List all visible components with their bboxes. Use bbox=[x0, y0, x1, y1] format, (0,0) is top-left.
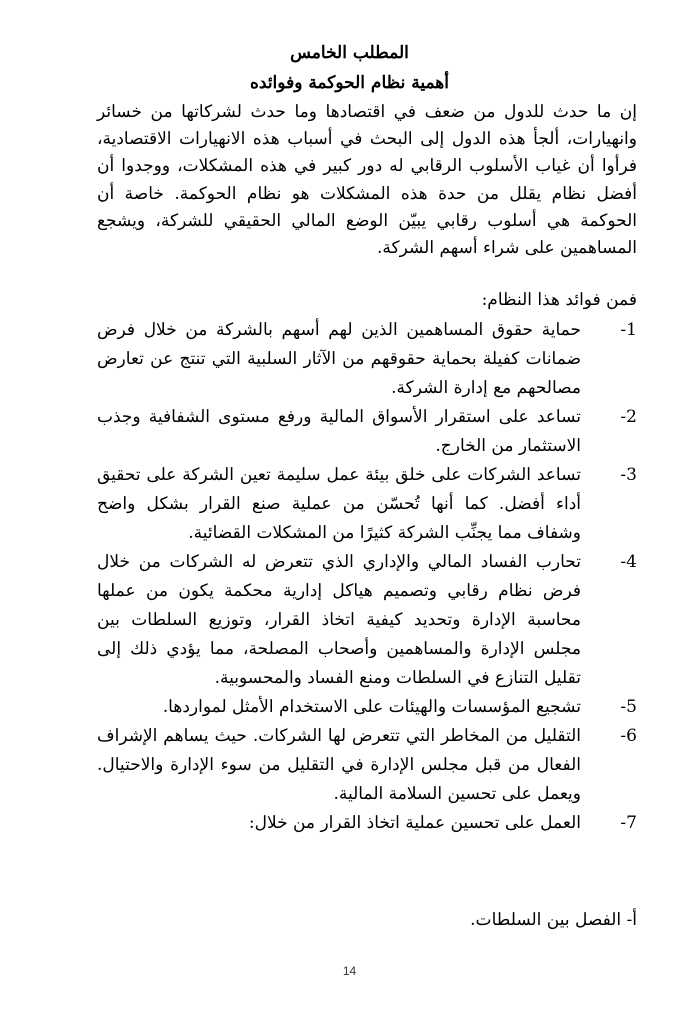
benefit-text: تساعد على استقرار الأسواق المالية ورفع مستوى الشفافية وجذب الاستثمار من الخارج. bbox=[97, 407, 581, 456]
benefit-item-1 bbox=[97, 316, 637, 403]
benefit-text: حماية حقوق المساهمين الذين لهم أسهم بالشركة من خلال فرض ضمانات كفيلة بحماية حقوقهم من الآثار السلبية التي تنتج عن تعارض مصالحهم مع إدارة الشركة. bbox=[97, 320, 581, 398]
benefit-item-6 bbox=[97, 722, 637, 809]
benefits-lead: فمن فوائد هذا النظام: bbox=[481, 290, 637, 310]
benefit-item-5 bbox=[97, 693, 637, 722]
benefits-list bbox=[97, 316, 637, 838]
benefit-text: التقليل من المخاطر التي تتعرض لها الشركات. حيث يساهم الإشراف الفعال من قبل مجلس الإدارة في التقليل من سوء الإدارة والاحتيال. ويعمل على تحسين السلامة المالية. bbox=[97, 726, 581, 804]
benefit-item-2 bbox=[97, 403, 637, 461]
benefit-text: تشجيع المؤسسات والهيئات على الاستخدام الأمثل لمواردها. bbox=[162, 697, 581, 717]
benefit-number: 4- bbox=[620, 552, 637, 572]
benefit-text: تساعد الشركات على خلق بيئة عمل سليمة تعين الشركة على تحقيق أداء أفضل. كما أنها تُحسّن من عملية صنع القرار بشكل واضح وشفاف مما يجنِّب الشركة كثيرًا من المشكلات القضائية. bbox=[97, 465, 581, 543]
benefit-text: تحارب الفساد المالي والإداري الذي تتعرض له الشركات من خلال فرض نظام رقابي وتصميم هياكل إدارية محكمة يكون من عملها محاسبة الإدارة وتحديد كيفية اتخاذ القرار، وتوزيع السلطات بين مجلس الإدارة والمساهمين وأصحاب المصلحة، مما يؤدي ذلك إلى تقليل التنازع في السلطات ومنع الفساد والمحسوبية. bbox=[97, 552, 581, 688]
page-number: 14 bbox=[342, 964, 357, 978]
benefit-item-3 bbox=[97, 461, 637, 548]
benefit-item-7 bbox=[97, 809, 637, 838]
benefit-number: 3- bbox=[620, 465, 637, 485]
section-subtitle: أهمية نظام الحوكمة وفوائده bbox=[250, 73, 449, 93]
benefit-number: 1- bbox=[620, 320, 637, 340]
benefit-item-4 bbox=[97, 548, 637, 693]
benefit-number: 2- bbox=[620, 407, 637, 427]
benefit-number: 6- bbox=[620, 726, 637, 746]
benefit-number: 5- bbox=[620, 697, 637, 717]
section-title: المطلب الخامس bbox=[290, 43, 409, 63]
intro-paragraph: إن ما حدث للدول من ضعف في اقتصادها وما حدث لشركاتها من خسائر وانهيارات، ألجأ هذه الدول إلى البحث في أسباب هذه الانهيارات الاقتصادية، فرأوا أن غياب الأسلوب الرقابي له دور كبير في هذه المشكلات، ووجدوا أن أفضل نظام يقلل من حدة هذه المشكلات هو نظام الحوكمة. خاصة أن الحوكمة هي أسلوب رقابي يبيّن الوضع المالي الحقيقي للشركة، ويشجع المساهمين على شراء أسهم الشركة. bbox=[97, 102, 637, 259]
benefit-number: 7- bbox=[620, 813, 637, 833]
sub-point: أ- الفصل بين السلطات. bbox=[470, 910, 637, 930]
benefit-text: العمل على تحسين عملية اتخاذ القرار من خلال: bbox=[248, 813, 581, 833]
